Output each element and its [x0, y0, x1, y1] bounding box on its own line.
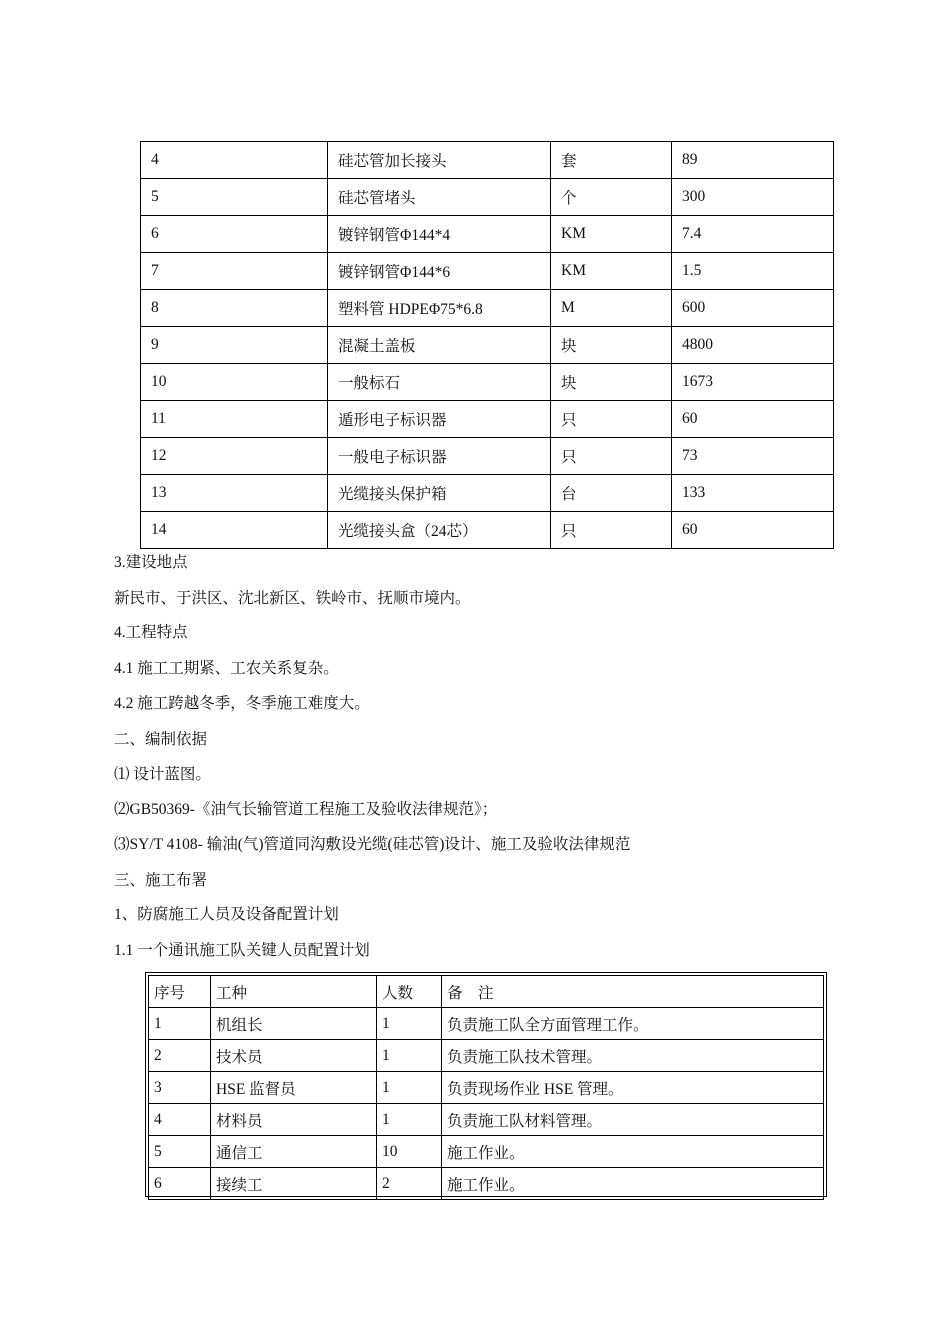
table-cell: 1 [377, 1040, 442, 1072]
material-quantity: 300 [672, 179, 834, 216]
material-name: 硅芯管堵头 [328, 179, 551, 216]
material-quantity: 73 [672, 438, 834, 475]
table-cell: 负责施工队全方面管理工作。 [442, 1008, 824, 1040]
row-number: 14 [141, 512, 328, 549]
table-row [141, 364, 834, 401]
table-cell: 负责现场作业 HSE 管理。 [442, 1072, 824, 1104]
row-number: 4 [141, 142, 328, 179]
table-row [149, 1168, 824, 1200]
material-quantity: 4800 [672, 327, 834, 364]
header-cell: 工种 [211, 976, 377, 1008]
row-number: 11 [141, 401, 328, 438]
feature-item: 4.1 施工工期紧、工农关系复杂。 [114, 660, 339, 677]
table-cell: 5 [149, 1136, 211, 1168]
section-heading-features: 4.工程特点 [114, 624, 188, 641]
table-cell: 1 [149, 1008, 211, 1040]
table-row [149, 1040, 824, 1072]
subsection-heading: 1、防腐施工人员及设备配置计划 [114, 906, 339, 923]
table-cell: 1 [377, 1104, 442, 1136]
table-row [141, 401, 834, 438]
header-cell: 备 注 [442, 976, 824, 1008]
section-heading-location: 3.建设地点 [114, 554, 188, 571]
material-name: 镀锌钢管Φ144*4 [328, 216, 551, 253]
material-unit: KM [551, 253, 672, 290]
material-name: 一般标石 [328, 364, 551, 401]
table-row [141, 216, 834, 253]
table-row [149, 1136, 824, 1168]
table-row [141, 512, 834, 549]
table-cell: 负责施工队技术管理。 [442, 1040, 824, 1072]
row-number: 10 [141, 364, 328, 401]
materials-table [140, 141, 834, 549]
table-cell: 施工作业。 [442, 1168, 824, 1200]
table-row [141, 438, 834, 475]
table-cell: 2 [149, 1040, 211, 1072]
material-unit: 只 [551, 401, 672, 438]
table-cell: 施工作业。 [442, 1136, 824, 1168]
material-unit: 只 [551, 512, 672, 549]
material-unit: 个 [551, 179, 672, 216]
table-cell: 2 [377, 1168, 442, 1200]
material-name: 混凝土盖板 [328, 327, 551, 364]
table-cell: 通信工 [211, 1136, 377, 1168]
location-text: 新民市、于洪区、沈北新区、铁岭市、抚顺市境内。 [114, 590, 471, 607]
table-cell: 1 [377, 1008, 442, 1040]
material-unit: KM [551, 216, 672, 253]
row-number: 7 [141, 253, 328, 290]
material-name: 塑料管 HDPEΦ75*6.8 [328, 290, 551, 327]
material-quantity: 1.5 [672, 253, 834, 290]
table-row [141, 327, 834, 364]
table-cell: 3 [149, 1072, 211, 1104]
basis-item: ⑵GB50369-《油气长输管道工程施工及验收法律规范》； [114, 801, 498, 818]
table-row [149, 1008, 824, 1040]
basis-item: ⑶SY/T 4108- 输油(气)管道同沟敷设光缆(硅芯管)设计、施工及验收法律规范 [114, 836, 631, 853]
subsection-heading: 1.1 一个通讯施工队关键人员配置计划 [114, 942, 370, 959]
material-unit: 套 [551, 142, 672, 179]
table-cell: 10 [377, 1136, 442, 1168]
feature-item: 4.2 施工跨越冬季，冬季施工难度大。 [114, 695, 370, 712]
header-cell: 人数 [377, 976, 442, 1008]
table-row [141, 290, 834, 327]
table-row [141, 475, 834, 512]
material-name: 光缆接头盒（24芯） [328, 512, 551, 549]
staff-table-frame [145, 972, 827, 1197]
material-name: 遁形电子标识器 [328, 401, 551, 438]
material-quantity: 133 [672, 475, 834, 512]
table-cell: HSE 监督员 [211, 1072, 377, 1104]
table-header-row [149, 976, 824, 1008]
table-cell: 材料员 [211, 1104, 377, 1136]
basis-item: ⑴ 设计蓝图。 [114, 766, 211, 783]
staff-table [148, 975, 824, 1200]
material-unit: 台 [551, 475, 672, 512]
material-quantity: 89 [672, 142, 834, 179]
material-name: 一般电子标识器 [328, 438, 551, 475]
table-cell: 机组长 [211, 1008, 377, 1040]
material-unit: 块 [551, 327, 672, 364]
table-cell: 接续工 [211, 1168, 377, 1200]
row-number: 6 [141, 216, 328, 253]
row-number: 5 [141, 179, 328, 216]
table-cell: 1 [377, 1072, 442, 1104]
table-cell: 技术员 [211, 1040, 377, 1072]
table-cell: 6 [149, 1168, 211, 1200]
material-quantity: 1673 [672, 364, 834, 401]
material-unit: 块 [551, 364, 672, 401]
table-row [141, 253, 834, 290]
row-number: 13 [141, 475, 328, 512]
row-number: 8 [141, 290, 328, 327]
material-quantity: 60 [672, 401, 834, 438]
material-quantity: 7.4 [672, 216, 834, 253]
section-heading-layout: 三、施工布署 [114, 872, 208, 889]
material-name: 镀锌钢管Φ144*6 [328, 253, 551, 290]
row-number: 9 [141, 327, 328, 364]
material-quantity: 600 [672, 290, 834, 327]
table-cell: 负责施工队材料管理。 [442, 1104, 824, 1136]
material-name: 硅芯管加长接头 [328, 142, 551, 179]
table-row [149, 1104, 824, 1136]
material-quantity: 60 [672, 512, 834, 549]
header-cell: 序号 [149, 976, 211, 1008]
table-row [141, 142, 834, 179]
table-cell: 4 [149, 1104, 211, 1136]
material-name: 光缆接头保护箱 [328, 475, 551, 512]
row-number: 12 [141, 438, 328, 475]
material-unit: M [551, 290, 672, 327]
material-unit: 只 [551, 438, 672, 475]
table-row [149, 1072, 824, 1104]
section-heading-basis: 二、编制依据 [114, 731, 208, 748]
table-row [141, 179, 834, 216]
